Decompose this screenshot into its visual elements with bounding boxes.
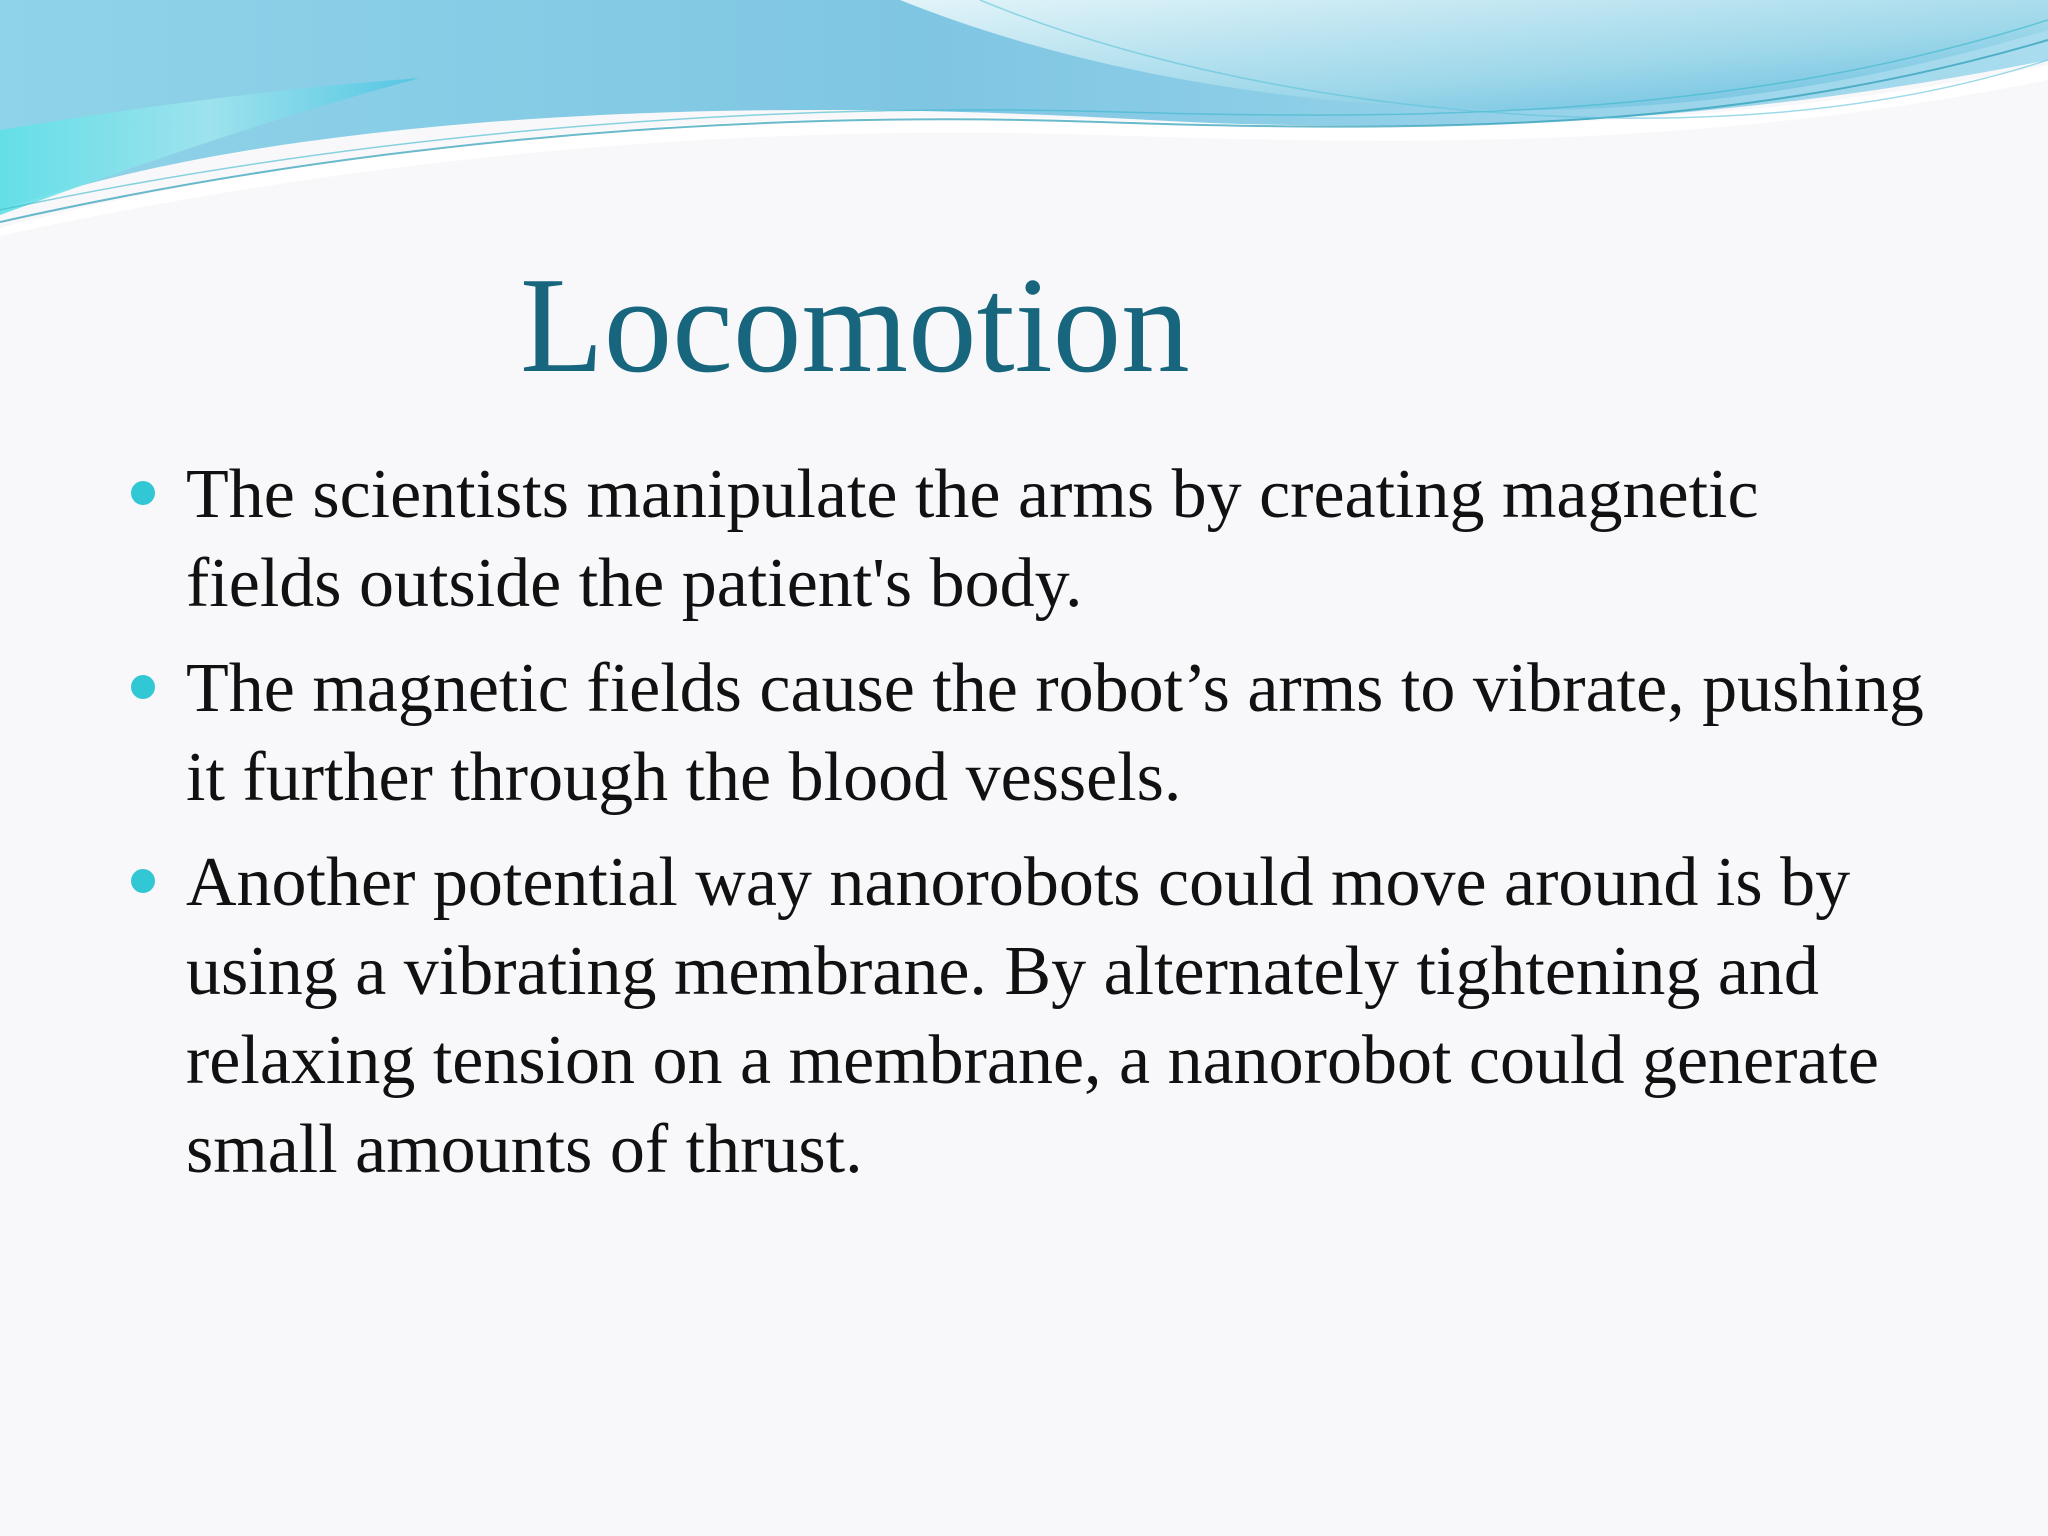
bullet-item [130, 644, 1930, 822]
bullet-text: The magnetic fields cause the robot’s arms to vibrate, pushing it further through the blood vessels. [186, 650, 1924, 816]
slide-title: Locomotion [520, 249, 1190, 401]
bullet-list [130, 450, 1930, 1210]
bullet-dot-icon [131, 481, 155, 505]
bullet-item [130, 450, 1930, 628]
bullet-text: Another potential way nanorobots could move around is by using a vibrating membrane. By alternately tightening and relaxing tension on a membrane, a nanorobot could generate small amounts of thrust. [186, 844, 1879, 1188]
header-wave-decoration [0, 0, 2048, 240]
bullet-dot-icon [131, 675, 155, 699]
bullet-dot-icon [131, 869, 155, 893]
bullet-text: The scientists manipulate the arms by creating magnetic fields outside the patient's body. [186, 456, 1759, 622]
bullet-item [130, 838, 1930, 1194]
